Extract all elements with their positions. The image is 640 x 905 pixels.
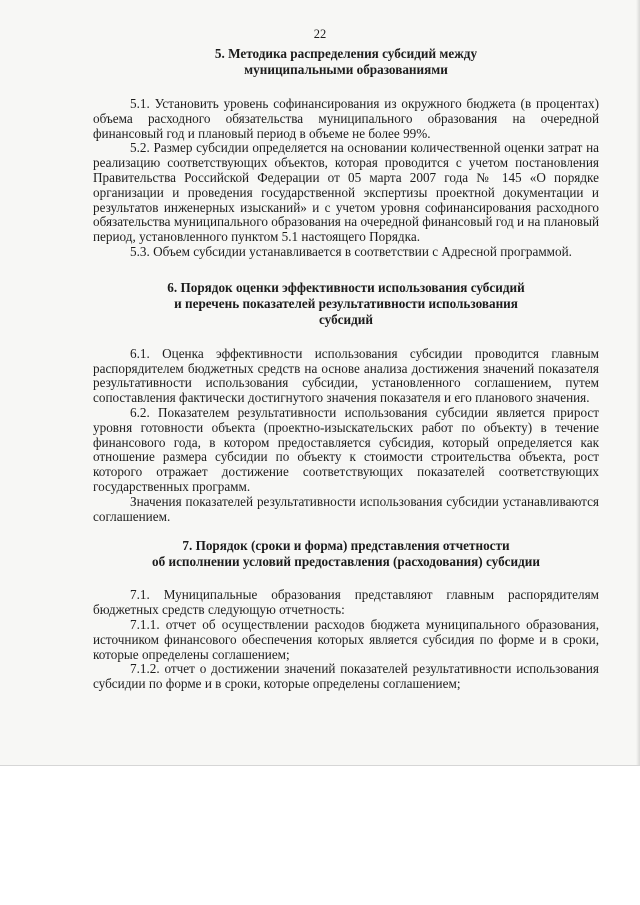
paragraph-5-3: 5.3. Объем субсидии устанавливается в соответствии с Адресной программой. (130, 243, 572, 259)
heading-line: 6. Порядок оценки эффективности использования субсидий (167, 279, 525, 295)
heading-line: 7. Порядок (сроки и форма) представления отчетности (182, 538, 510, 554)
page-number: 22 (313, 27, 327, 41)
heading-line: 5. Методика распределения субсидий между (214, 46, 478, 61)
paragraph-7-1-2: 7.1.2. отчет о достижении значений показателей результативности использования субсидии по форме и в сроки, которые определены соглашением; (93, 661, 599, 692)
document-body (93, 46, 599, 692)
paragraph-5-1: 5.1. Установить уровень софинансирования из окружного бюджета (в процентах) объема расходного обязательства муниципального образования на очередной финансовый год и плановый период в объеме не более 99%. (93, 96, 599, 141)
paragraph-6-1: 6.1. Оценка эффективности использования субсидии проводится главным распорядителем бюджетных средств на основе анализа достижения значений показателя результативности использования субсидии, установленного соглашением, путем сопоставления фактически достигнутого значения показателя и его планового значения. (93, 345, 599, 406)
paragraph-7-1: 7.1. Муниципальные образования представляют главным распорядителям бюджетных средств следующую отчетность: (93, 587, 599, 618)
paragraph-6-2: 6.2. Показателем результативности использования субсидии является прирост уровня готовности объекта (проектно-изыскательских работ по объекту) в течение финансового года, в котором предоставляется субсидия, который определяется как отношение размера субсидии по объекту к стоимости строительства объекта, рост которого отражает достижение соответствующих показателей соответствующих государственных программ. (93, 404, 599, 494)
section-6-heading (93, 280, 599, 328)
heading-line: об исполнении условий предоставления (расходования) субсидии (152, 554, 540, 570)
paragraph-6-values: Значения показателей результативности использования субсидии устанавливаются соглашением. (93, 493, 599, 524)
section-5-heading (93, 46, 599, 78)
paragraph-7-1-1: 7.1.1. отчет об осуществлении расходов бюджета муниципального образования, источником финансового обеспечения которых является субсидия по форме и в сроки, которые определены соглашением; (93, 616, 599, 662)
heading-line: субсидий (318, 311, 373, 327)
section-7-heading (93, 538, 599, 570)
heading-line: и перечень показателей результативности использования (174, 295, 518, 311)
paragraph-5-2: 5.2. Размер субсидии определяется на основании количественной оценки затрат на реализацию соответствующих объектов, которая проводится с учетом постановления Правительства Российской Федерации от 05 марта 2007 года № 145 «О порядке организации и проведения государственной экспертизы проектной документации и результатов инженерных изысканий» и с учетом уровня софинансирования расходного обязательства муниципального образования на очередной финансовый год и на плановый период, установленного пунктом 5.1 настоящего Порядка. (93, 140, 599, 245)
heading-line: муниципальными образованиями (244, 62, 448, 77)
